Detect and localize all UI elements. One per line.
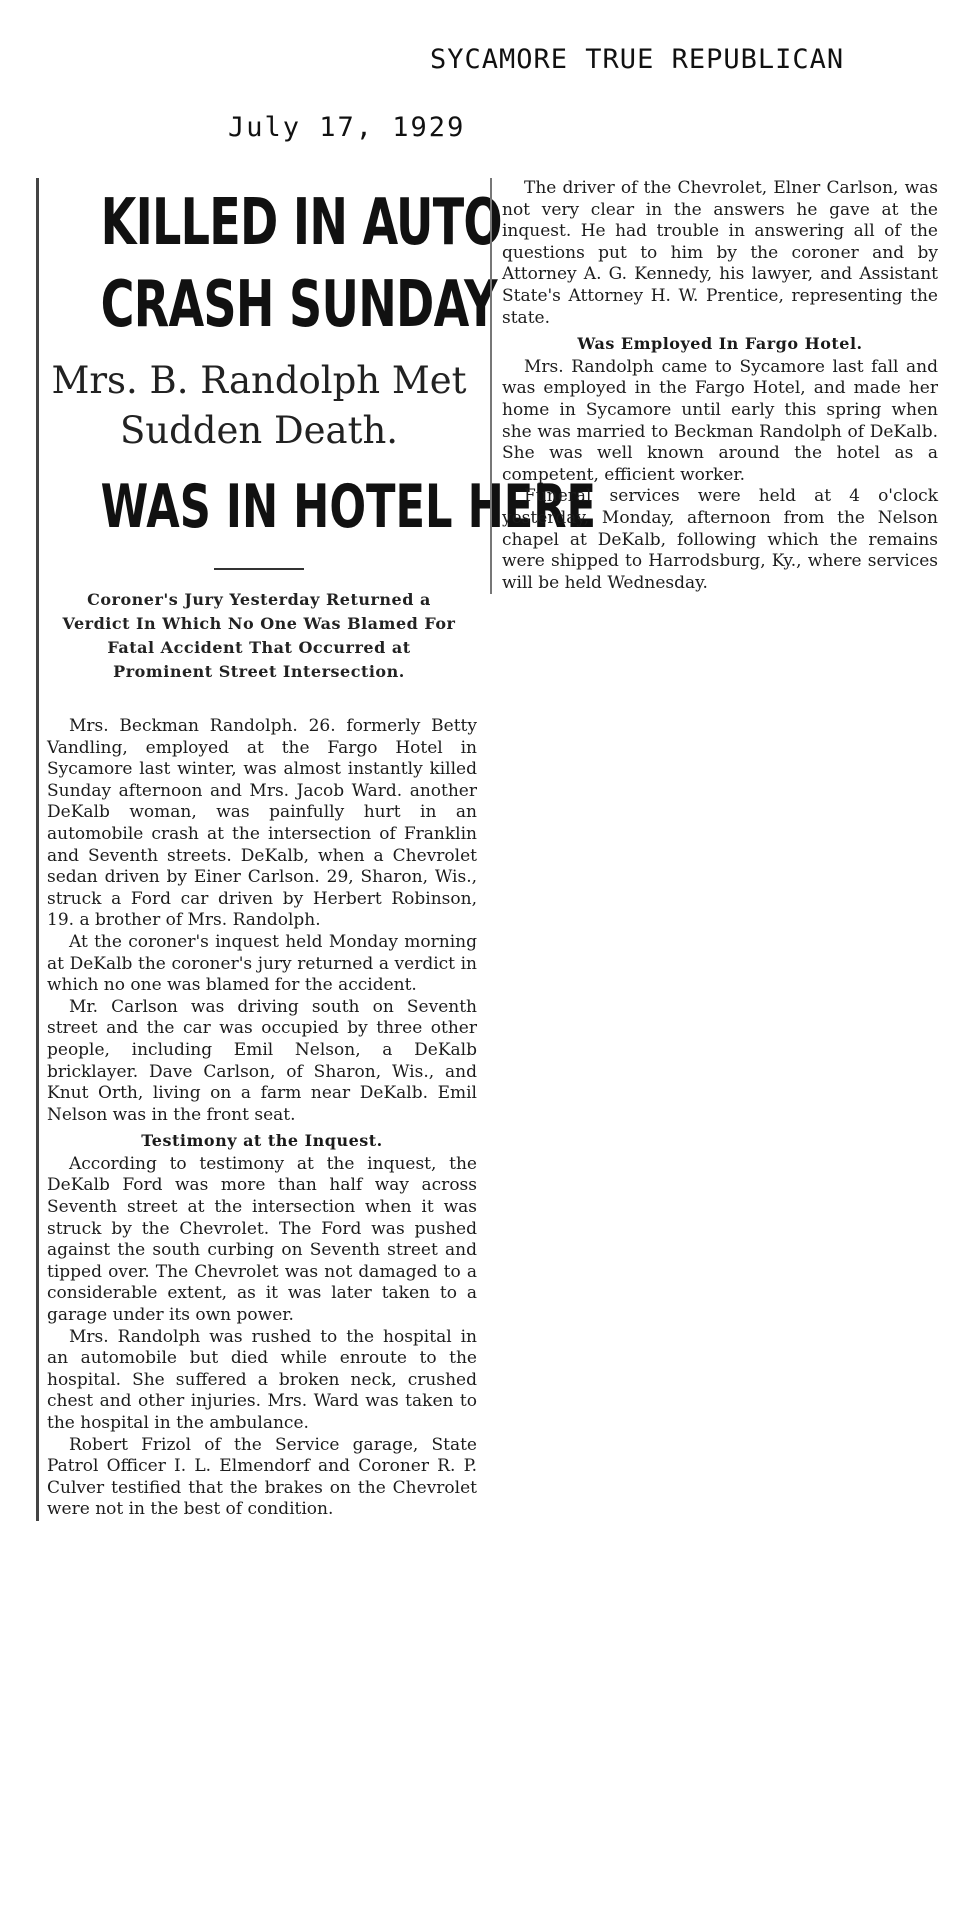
- divider-rule: [214, 568, 304, 570]
- headline-line-1: KILLED IN AUTO: [100, 186, 502, 260]
- paragraph: Robert Frizol of the Service garage, State Patrol Officer I. L. Elmendorf and Coroner R. P. Culver testified that the brakes on the Chevrolet were not in the best of condition.: [47, 1434, 477, 1520]
- paragraph: Mrs. Randolph came to Sycamore last fall and was employed in the Fargo Hotel, and made her home in Sycamore until early this spring when she was married to Beckman Randolph of DeKalb. She was well known around the hotel as a competent, efficient worker.: [502, 356, 938, 485]
- subhead-employment: Was Employed In Fargo Hotel.: [577, 334, 863, 354]
- deck: [39, 356, 479, 456]
- article-column-left: [36, 178, 597, 1521]
- secondary-headline: WAS IN HOTEL HERE: [100, 472, 597, 542]
- deck-line-1: Mrs. B. Randolph Met: [51, 359, 467, 402]
- article-column-right: [490, 178, 938, 594]
- paragraph: At the coroner's inquest held Monday morning at DeKalb the coroner's jury returned a verdict in which no one was blamed for the accident.: [47, 931, 477, 996]
- paragraph: Funeral services were held at 4 o'clock yesterday, Monday, afternoon from the Nelson chapel at DeKalb, following which the remains were shipped to Harrodsburg, Ky., where services will be held Wednesday.: [502, 486, 938, 593]
- paragraph: Mr. Carlson was driving south on Seventh street and the car was occupied by three other people, including Emil Nelson, a DeKalb bricklayer. Dave Carlson, of Sharon, Wis., and Knut Orth, living on a farm near DeKalb. Emil Nelson was in the front seat.: [47, 996, 477, 1125]
- deck-line-2: Sudden Death.: [119, 409, 399, 452]
- story-body-right: [492, 178, 938, 594]
- subdeck: Coroner's Jury Yesterday Returned a Verdict In Which No One Was Blamed For Fatal Accident That Occurred at Prominent Street Intersection.: [62, 590, 456, 681]
- paragraph: Mrs. Randolph was rushed to the hospital in an automobile but died while enroute to the hospital. She suffered a broken neck, crushed chest and other injuries. Mrs. Ward was taken to the hospital in the ambulance.: [47, 1326, 477, 1433]
- masthead: SYCAMORE TRUE REPUBLICAN: [430, 44, 845, 75]
- paragraph: The driver of the Chevrolet, Elner Carlson, was not very clear in the answers he gave at the inquest. He had trouble in answering all of the questions put to him by the coroner and by Attorney A. G. Kennedy, his lawyer, and Assistant State's Attorney H. W. Prentice, representing the state.: [502, 178, 938, 328]
- subhead-testimony: Testimony at the Inquest.: [141, 1131, 383, 1151]
- headline-line-2: CRASH SUNDAY: [100, 268, 497, 342]
- paragraph: According to testimony at the inquest, the DeKalb Ford was more than half way across Seventh street at the intersection when it was struck by the Chevrolet. The Ford was pushed against the south curbing on Seventh street and tipped over. The Chevrolet was not damaged to a considerable extent, as it was later taken to a garage under its own power.: [47, 1153, 477, 1326]
- story-body-left: [39, 716, 479, 1521]
- publication-date: July 17, 1929: [228, 112, 466, 143]
- paragraph: Mrs. Beckman Randolph. 26. formerly Betty Vandling, employed at the Fargo Hotel in Sycamore last winter, was almost instantly killed Sunday afternoon and Mrs. Jacob Ward. another DeKalb woman, was painfully hurt in an automobile crash at the intersection of Franklin and Seventh streets. DeKalb, when a Chevrolet sedan driven by Einer Carlson. 29, Sharon, Wis., struck a Ford car driven by Herbert Robinson, 19. a brother of Mrs. Randolph.: [47, 716, 477, 931]
